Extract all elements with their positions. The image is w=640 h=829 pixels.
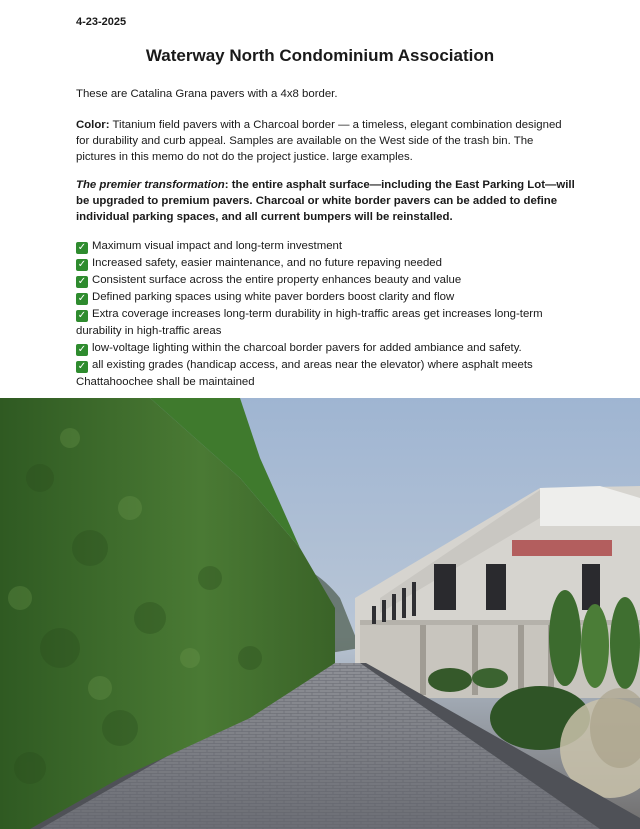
checklist-item-text: Consistent surface across the entire property enhances beauty and value	[92, 274, 462, 286]
checklist-item-text: Extra coverage increases long-term durability in high-traffic areas get increases long-term durability in high-traffic areas	[76, 308, 543, 337]
benefits-checklist	[76, 238, 576, 391]
checklist-item-text: low-voltage lighting within the charcoal border pavers for added ambiance and safety.	[92, 342, 522, 354]
memo-date: 4-23-2025	[76, 16, 127, 28]
checklist-item	[76, 289, 576, 306]
checkmark-icon: ✓	[77, 276, 87, 287]
checklist-item-text: Increased safety, easier maintenance, and no future repaving needed	[92, 257, 442, 269]
color-text: Titanium field pavers with a Charcoal border — a timeless, elegant combination designed for durability and curb appeal. Samples are available on the West side of the trash bin. The pictures in this memo do not do the project justice. large examples.	[76, 119, 562, 163]
checklist-item	[76, 340, 576, 357]
transformation-text: : the entire asphalt surface—including the East Parking Lot—will be upgraded to premium pavers. Charcoal or white border pavers can be added to define individual parking spaces, and all current bumpers will be reinstalled.	[76, 179, 575, 223]
checklist-item-text: Defined parking spaces using white paver borders boost clarity and flow	[92, 291, 455, 303]
checkmark-icon: ✓	[77, 259, 87, 270]
checklist-item	[76, 357, 576, 391]
checkmark-icon: ✓	[77, 310, 87, 321]
checklist-item	[76, 306, 576, 340]
color-paragraph	[76, 117, 576, 165]
transformation-label: The premier transformation	[76, 179, 225, 191]
checkmark-icon: ✓	[77, 344, 87, 355]
checklist-item	[76, 272, 576, 289]
checklist-item	[76, 238, 576, 255]
transformation-paragraph	[76, 177, 576, 225]
checkmark-icon: ✓	[77, 361, 87, 372]
checklist-item-text: all existing grades (handicap access, and areas near the elevator) where asphalt meets Chattahoochee shall be maintained	[76, 359, 533, 388]
checklist-item-text: Maximum visual impact and long-term investment	[92, 240, 343, 252]
checklist-item	[76, 255, 576, 272]
checkmark-icon: ✓	[77, 293, 87, 304]
memo-title: Waterway North Condominium Association	[145, 46, 495, 65]
color-label: Color:	[76, 119, 110, 131]
checkmark-icon: ✓	[77, 242, 87, 253]
paver-rendering-image	[0, 398, 640, 829]
intro-paragraph: These are Catalina Grana pavers with a 4x8 border.	[76, 88, 338, 100]
